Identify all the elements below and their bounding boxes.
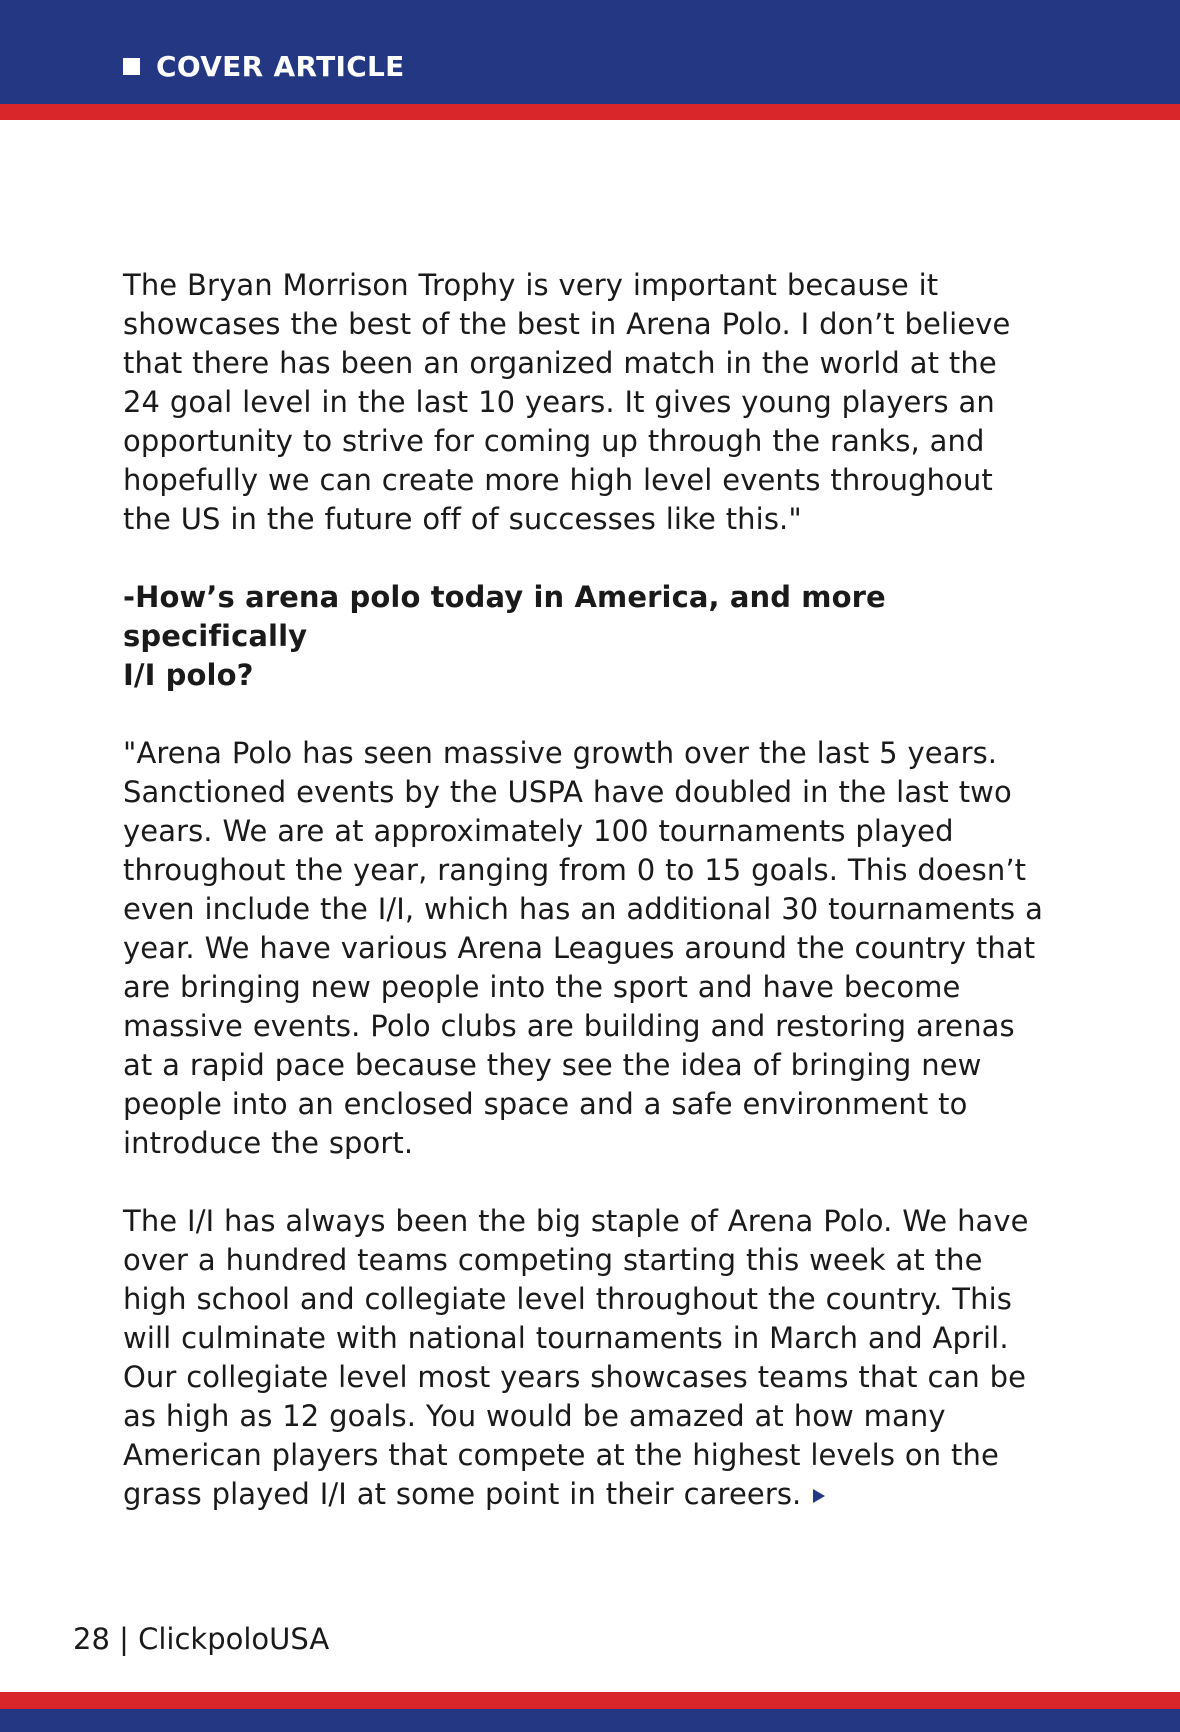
square-bullet-icon <box>123 58 140 75</box>
header-stripe <box>0 104 1180 120</box>
text-line: showcases the best of the best in Arena Polo. I don’t believe <box>123 307 1011 341</box>
text-line: will culminate with national tournaments in March and April. <box>123 1321 1009 1355</box>
paragraph-3 <box>123 1202 1073 1514</box>
text-line: that there has been an organized match in the world at the <box>123 346 997 380</box>
section-label-text: COVER ARTICLE <box>156 50 405 83</box>
text-line: over a hundred teams competing starting this week at the <box>123 1243 983 1277</box>
question-line: I/I polo? <box>123 658 254 692</box>
text-line: introduce the sport. <box>123 1126 414 1160</box>
text-line: are bringing new people into the sport and have become <box>123 970 961 1004</box>
text-line: high school and collegiate level throughout the country. This <box>123 1282 1012 1316</box>
text-line: even include the I/I, which has an additional 30 tournaments a <box>123 892 1043 926</box>
page-footer: 28 | ClickpoloUSA <box>73 1622 330 1656</box>
text-line: as high as 12 goals. You would be amazed at how many <box>123 1399 946 1433</box>
text-line-last <box>123 1475 1073 1514</box>
text-line: years. We are at approximately 100 tournaments played <box>123 814 954 848</box>
question-line: -How’s arena polo today in America, and more specifically <box>123 580 886 653</box>
text-line-last-text: grass played I/I at some point in their careers. <box>123 1477 802 1511</box>
text-line: hopefully we can create more high level events throughout <box>123 463 993 497</box>
footer-bar <box>0 1709 1180 1732</box>
text-line: people into an enclosed space and a safe environment to <box>123 1087 968 1121</box>
text-line: at a rapid pace because they see the idea of bringing new <box>123 1048 982 1082</box>
interview-question <box>123 578 1073 695</box>
text-line: the US in the future off of successes like this." <box>123 502 802 536</box>
text-line: year. We have various Arena Leagues around the country that <box>123 931 1036 965</box>
triangle-right-icon <box>813 1489 825 1503</box>
text-line: Sanctioned events by the USPA have doubled in the last two <box>123 775 1012 809</box>
text-line: massive events. Polo clubs are building and restoring arenas <box>123 1009 1015 1043</box>
text-line: Our collegiate level most years showcases teams that can be <box>123 1360 1027 1394</box>
text-line: opportunity to strive for coming up through the ranks, and <box>123 424 985 458</box>
section-label <box>123 50 405 83</box>
text-line: 24 goal level in the last 10 years. It gives young players an <box>123 385 995 419</box>
text-line: "Arena Polo has seen massive growth over the last 5 years. <box>123 736 998 770</box>
text-line: The I/I has always been the big staple of Arena Polo. We have <box>123 1204 1029 1238</box>
text-line: American players that compete at the highest levels on the <box>123 1438 999 1472</box>
text-line: The Bryan Morrison Trophy is very important because it <box>123 268 939 302</box>
footer-stripe <box>0 1692 1180 1709</box>
text-line: throughout the year, ranging from 0 to 15 goals. This doesn’t <box>123 853 1027 887</box>
article-body <box>123 266 1073 1514</box>
paragraph-1 <box>123 266 1073 539</box>
paragraph-2 <box>123 734 1073 1163</box>
